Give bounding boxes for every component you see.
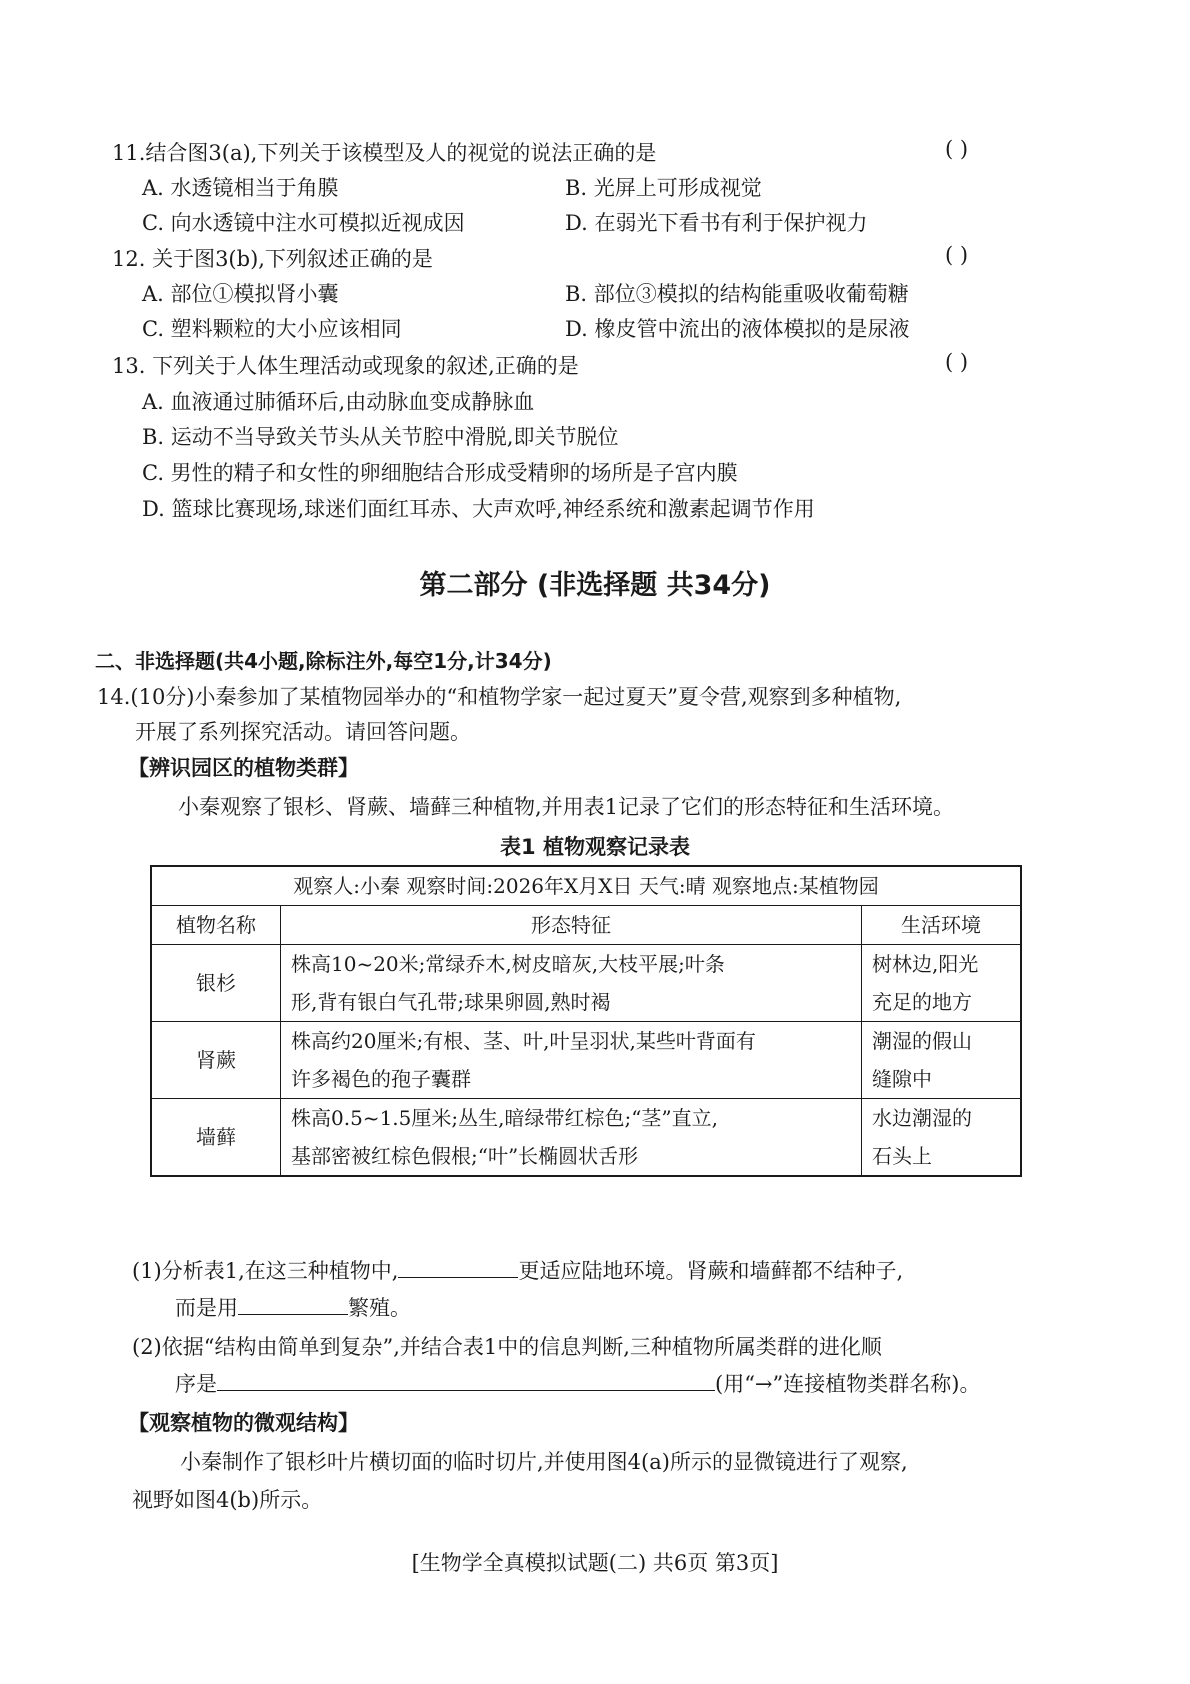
header-morphology: 形态特征 (281, 906, 862, 945)
table-row (151, 1099, 1021, 1177)
q11-option-b: B. 光屏上可形成视觉 (565, 176, 762, 200)
q11-answer-paren: ( ) (945, 137, 969, 161)
q12-stem: 12. 关于图3(b),下列叙述正确的是 (112, 247, 433, 271)
q14-line-2: 开展了系列探究活动。请回答问题。 (135, 720, 471, 744)
habitat-line: 充足的地方 (872, 990, 972, 1014)
q13-option-c: C. 男性的精子和女性的卵细胞结合形成受精卵的场所是子宫内膜 (142, 461, 738, 485)
q12-option-b: B. 部位③模拟的结构能重吸收葡萄糖 (565, 282, 909, 306)
plant-habitat (862, 1022, 1022, 1099)
habitat-line: 树林边,阳光 (872, 952, 979, 976)
subquestion-1-line-2 (175, 1292, 411, 1322)
answer-blank-1[interactable] (398, 1257, 518, 1278)
habitat-line: 石头上 (872, 1144, 932, 1168)
subquestion-1-text-d: 繁殖。 (348, 1296, 411, 1320)
q13-stem: 13. 下列关于人体生理活动或现象的叙述,正确的是 (112, 354, 579, 378)
q12-option-a: A. 部位①模拟肾小囊 (142, 282, 339, 306)
q13-option-d: D. 篮球比赛现场,球迷们面红耳赤、大声欢呼,神经系统和激素起调节作用 (142, 497, 815, 521)
q12-option-c: C. 塑料颗粒的大小应该相同 (142, 317, 402, 341)
table-caption: 表1 植物观察记录表 (500, 835, 690, 859)
q12-option-d: D. 橡皮管中流出的液体模拟的是尿液 (565, 317, 910, 341)
intro-plant-groups: 小秦观察了银杉、肾蕨、墙藓三种植物,并用表1记录了它们的形态特征和生活环境。 (178, 795, 955, 819)
plant-habitat (862, 945, 1022, 1022)
intro-micro-line-1: 小秦制作了银杉叶片横切面的临时切片,并使用图4(a)所示的显微镜进行了观察, (180, 1450, 908, 1474)
table-header-row (151, 906, 1021, 945)
q12-answer-paren: ( ) (945, 243, 969, 267)
q13-answer-paren: ( ) (945, 350, 969, 374)
subquestion-2-line-1: (2)依据“结构由简单到复杂”,并结合表1中的信息判断,三种植物所属类群的进化顺 (132, 1335, 882, 1359)
plant-morphology (281, 1099, 862, 1177)
subsection-plant-groups: 【辨识园区的植物类群】 (128, 756, 359, 780)
morphology-line: 许多褐色的孢子囊群 (291, 1067, 471, 1091)
plant-morphology (281, 945, 862, 1022)
habitat-line: 潮湿的假山 (872, 1029, 972, 1053)
table-info-row: 观察人:小秦 观察时间:2026年X月X日 天气:晴 观察地点:某植物园 (151, 866, 1021, 906)
morphology-line: 形,背有银白气孔带;球果卵圆,熟时褐 (291, 990, 611, 1014)
subquestion-1-text-a: (1)分析表1,在这三种植物中, (132, 1259, 399, 1283)
plant-name: 肾蕨 (151, 1022, 281, 1099)
page-footer: [生物学全真模拟试题(二) 共6页 第3页] (411, 1551, 779, 1575)
header-habitat: 生活环境 (862, 906, 1022, 945)
subquestion-2-line-2 (175, 1368, 980, 1398)
morphology-line: 株高约20厘米;有根、茎、叶,叶呈羽状,某些叶背面有 (291, 1029, 756, 1053)
habitat-line: 水边潮湿的 (872, 1106, 972, 1130)
morphology-line: 株高10~20米;常绿乔木,树皮暗灰,大枝平展;叶条 (291, 952, 725, 976)
q13-option-a: A. 血液通过肺循环后,由动脉血变成静脉血 (142, 390, 535, 414)
plant-name: 墙藓 (151, 1099, 281, 1177)
header-plant-name: 植物名称 (151, 906, 281, 945)
q11-stem: 11.结合图3(a),下列关于该模型及人的视觉的说法正确的是 (112, 141, 657, 165)
subquestion-1-text-c: 而是用 (175, 1296, 238, 1320)
subquestion-2-text-c: (用“→”连接植物类群名称)。 (715, 1372, 981, 1396)
subquestion-1-text-b: 更适应陆地环境。肾蕨和墙藓都不结种子, (518, 1259, 904, 1283)
q14-line-1: 14.(10分)小秦参加了某植物园举办的“和植物学家一起过夏天”夏令营,观察到多种植物, (97, 685, 902, 709)
subquestion-2-text-b: 序是 (175, 1372, 217, 1396)
morphology-line: 基部密被红棕色假根;“叶”长椭圆状舌形 (291, 1144, 639, 1168)
plant-habitat (862, 1099, 1022, 1177)
q13-option-b: B. 运动不当导致关节头从关节腔中滑脱,即关节脱位 (142, 425, 619, 449)
part2-title: 第二部分 (非选择题 共34分) (419, 570, 771, 601)
answer-blank-2[interactable] (238, 1294, 348, 1315)
plant-morphology (281, 1022, 862, 1099)
plant-observation-table (150, 865, 1022, 1177)
morphology-line: 株高0.5~1.5厘米;丛生,暗绿带红棕色;“茎”直立, (291, 1106, 719, 1130)
table-row (151, 1022, 1021, 1099)
subsection-micro-structure: 【观察植物的微观结构】 (128, 1411, 359, 1435)
q11-option-d: D. 在弱光下看书有利于保护视力 (565, 211, 868, 235)
subquestion-1-line-1 (132, 1255, 903, 1285)
table-row (151, 945, 1021, 1022)
q11-option-a: A. 水透镜相当于角膜 (142, 176, 339, 200)
plant-name: 银杉 (151, 945, 281, 1022)
part2-heading: 二、非选择题(共4小题,除标注外,每空1分,计34分) (95, 649, 552, 673)
intro-micro-line-2: 视野如图4(b)所示。 (132, 1488, 323, 1512)
habitat-line: 缝隙中 (872, 1067, 932, 1091)
answer-blank-3[interactable] (217, 1370, 715, 1391)
q11-option-c: C. 向水透镜中注水可模拟近视成因 (142, 211, 465, 235)
